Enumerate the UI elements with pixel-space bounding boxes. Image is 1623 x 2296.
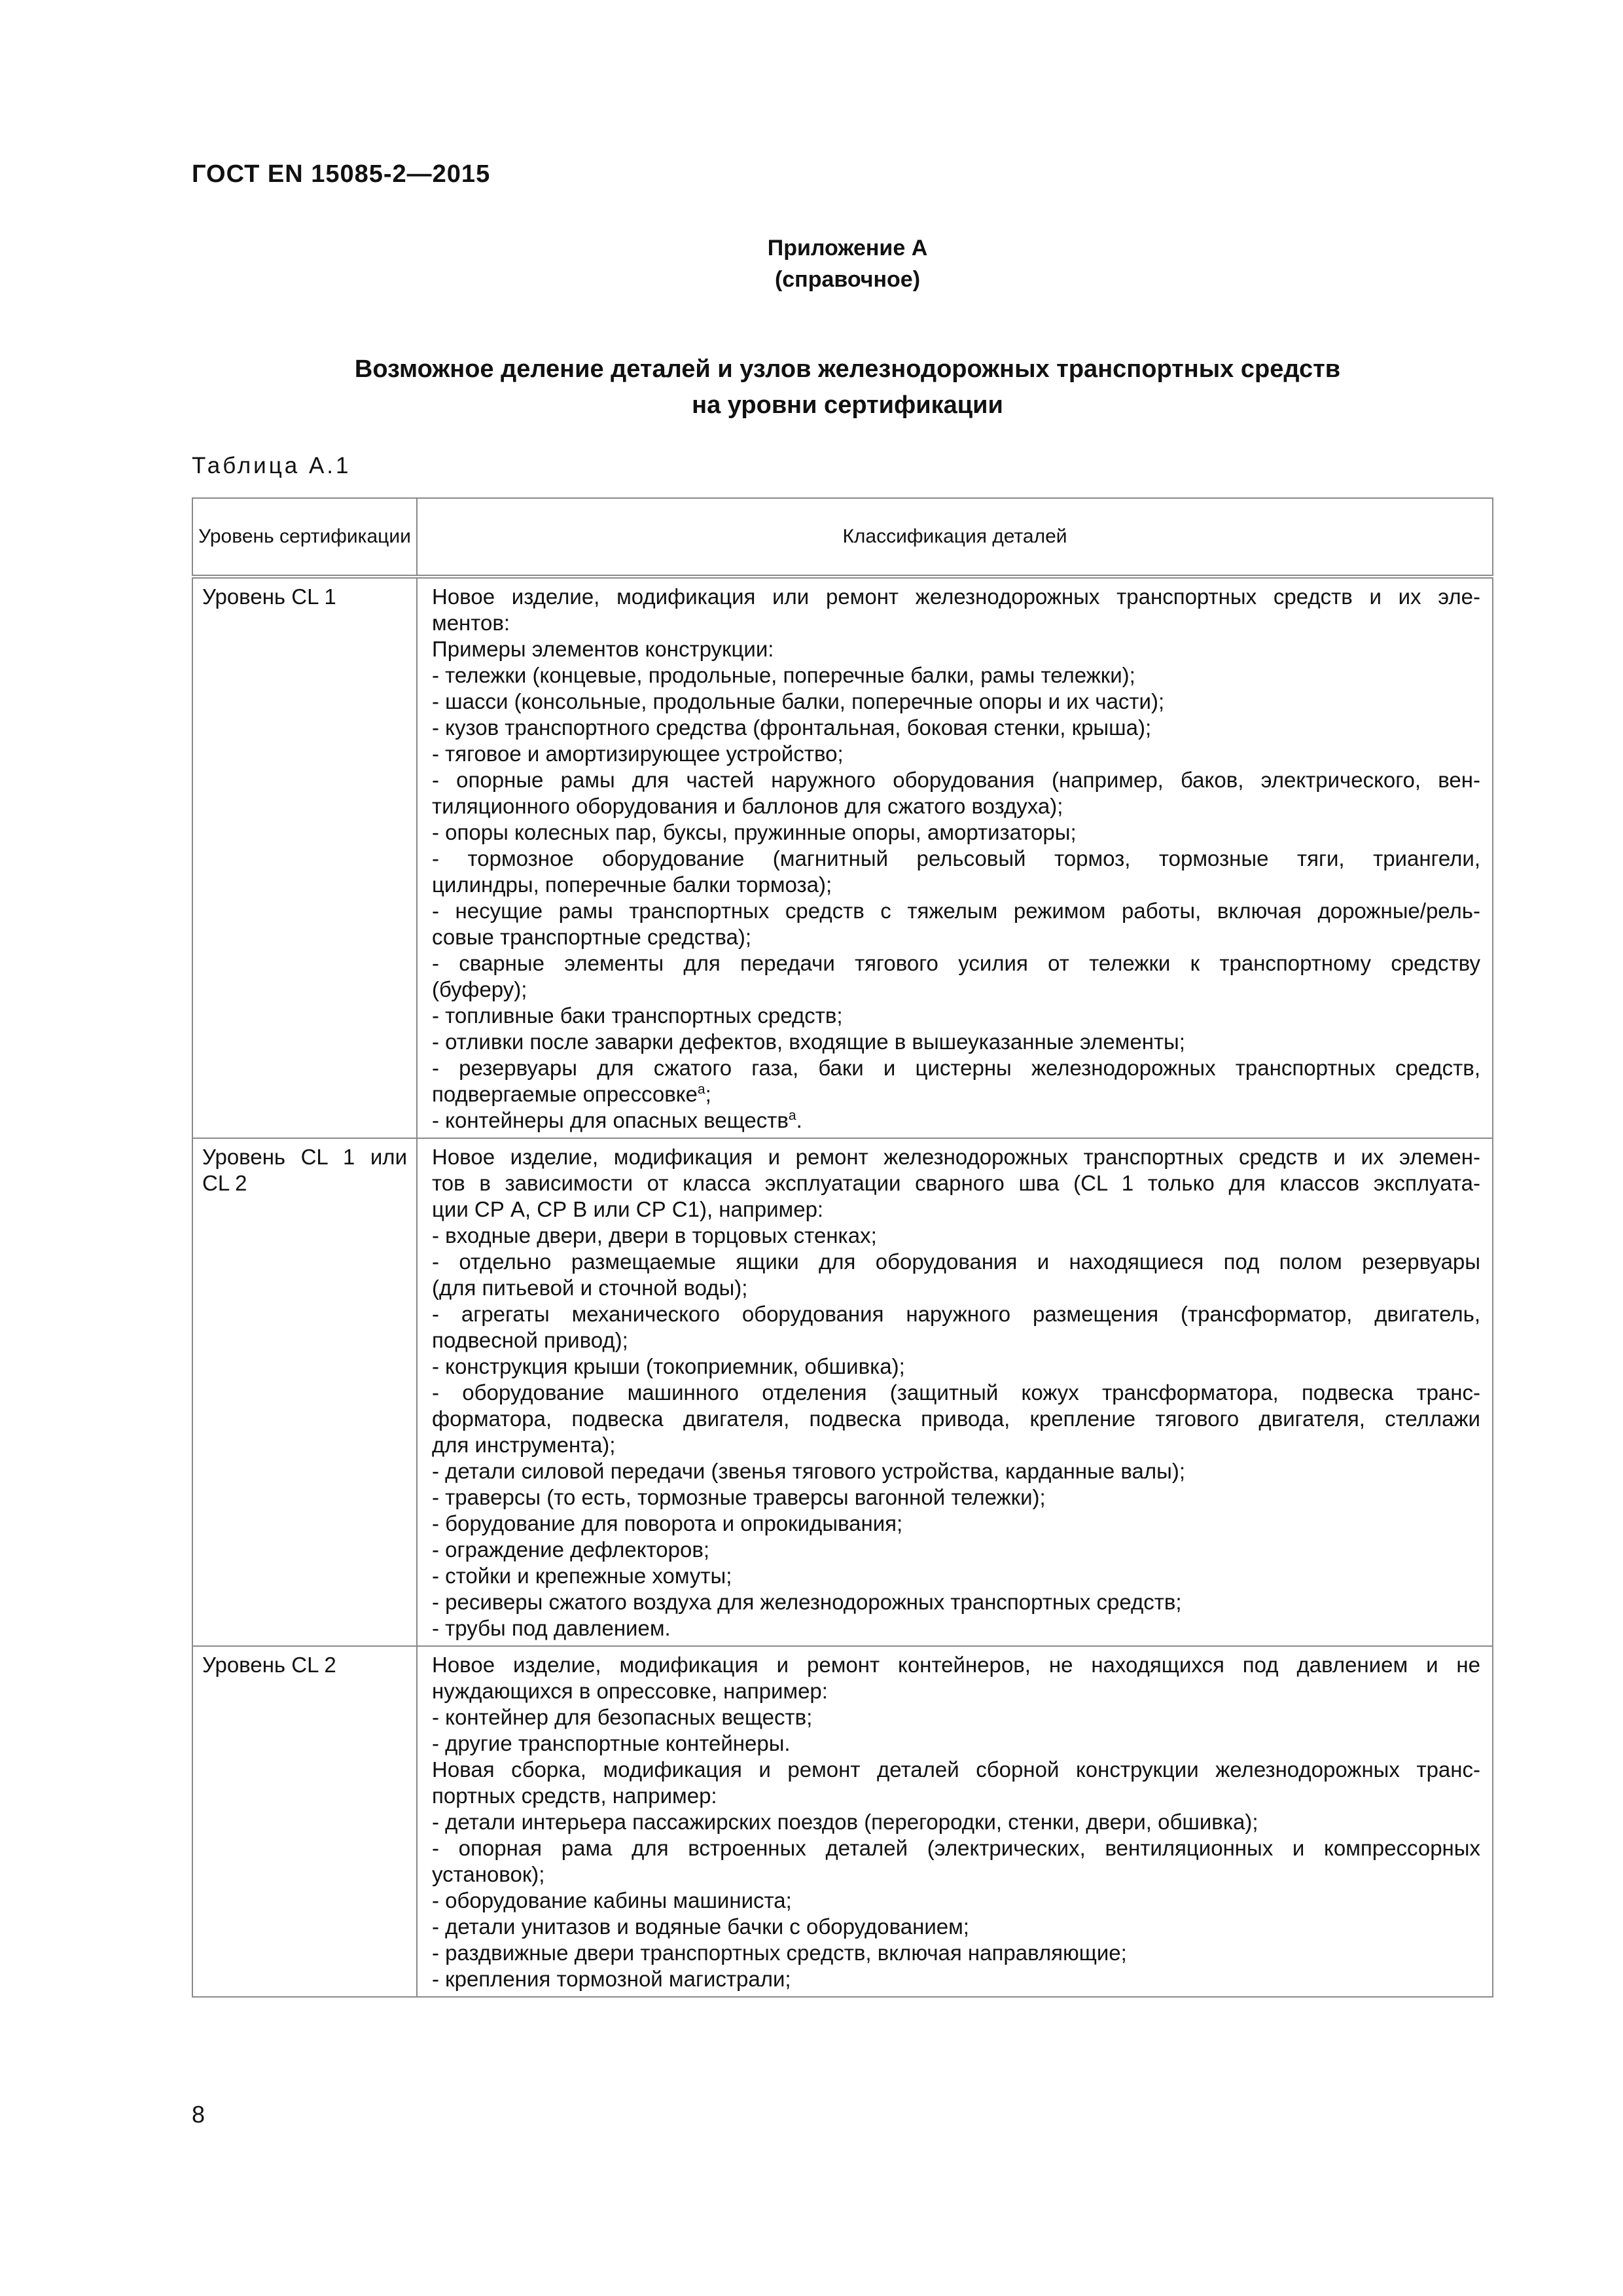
description-line: портных средств, например: — [432, 1784, 717, 1808]
description-line: (буферу); — [432, 977, 527, 1001]
header-level: Уровень сертификации — [192, 498, 417, 577]
document-header: ГОСТ EN 15085-2—2015 — [192, 160, 491, 188]
description-line: - отдельно размещаемые ящики для оборудования и находящиеся под полом резервуары — [432, 1249, 1480, 1274]
description-line: - раздвижные двери транспортных средств, включая направляющие; — [432, 1941, 1127, 1965]
description-line: тиляционного оборудования и баллонов для сжатого воздуха); — [432, 794, 1063, 818]
header-classification: Классификация деталей — [417, 498, 1493, 577]
table-row — [192, 1138, 1493, 1646]
description-line: нуждающихся в опрессовке, например: — [432, 1679, 828, 1703]
description-line: Новое изделие, модификация и ремонт железнодорожных транспортных средств и их элемен- — [432, 1145, 1480, 1169]
description-line: - другие транспортные контейнеры. — [432, 1731, 791, 1755]
description-line: - стойки и крепежные хомуты; — [432, 1564, 732, 1588]
description-line: - опорные рамы для частей наружного оборудования (например, баков, электрического, вен- — [432, 768, 1480, 792]
description-line: - опоры колесных пар, буксы, пружинные опоры, амортизаторы; — [432, 820, 1077, 844]
level-cell: Уровень CL 2 — [192, 1646, 417, 1997]
description-line: (для питьевой и сточной воды); — [432, 1276, 748, 1300]
description-line: Примеры элементов конструкции: — [432, 637, 774, 661]
description-line: - кузов транспортного средства (фронтальная, боковая стенки, крыша); — [432, 715, 1152, 740]
description-line: цилиндры, поперечные балки тормоза); — [432, 872, 832, 897]
footnote-marker: а — [697, 1082, 705, 1097]
description-line: форматора, подвеска двигателя, подвеска привода, крепление тягового двигателя, стеллажи — [432, 1407, 1480, 1431]
description-line: - конструкция крыши (токоприемник, обшивка); — [432, 1354, 905, 1378]
description-line: - топливные баки транспортных средств; — [432, 1003, 843, 1028]
description-line: ции СР А, СР В или СР С1), например: — [432, 1197, 824, 1221]
description-line: - опорная рама для встроенных деталей (электрических, вентиляционных и компрессорных — [432, 1836, 1480, 1860]
description-line: ментов: — [432, 611, 510, 635]
description-line: - оборудование кабины машиниста; — [432, 1888, 792, 1912]
description-line: - тележки (концевые, продольные, поперечные балки, рамы тележки); — [432, 663, 1135, 687]
description-line: - детали интерьера пассажирских поездов (перегородки, стенки, двери, обшивка); — [432, 1810, 1258, 1834]
table-label: Таблица А.1 — [192, 453, 351, 478]
description-line: - оборудование машинного отделения (защитный кожух трансформатора, подвеска транс- — [432, 1380, 1480, 1405]
description-line: для инструмента); — [432, 1433, 616, 1457]
description-line: - траверсы (то есть, тормозные траверсы вагонной тележки); — [432, 1485, 1046, 1509]
level-cell: Уровень CL 1 или CL 2 — [192, 1138, 417, 1646]
description-line: установок); — [432, 1862, 545, 1886]
description-cell — [417, 1138, 1493, 1646]
page-number: 8 — [192, 2101, 205, 2128]
page-title — [0, 351, 1623, 423]
description-line: - агрегаты механического оборудования наружного размещения (трансформатор, двигатель, — [432, 1302, 1480, 1326]
table-row — [192, 1646, 1493, 1997]
description-line: подвесной привод); — [432, 1328, 628, 1352]
description-line: - несущие рамы транспортных средств с тяжелым режимом работы, включая дорожные/рель- — [432, 899, 1480, 923]
level-cell: Уровень CL 1 — [192, 577, 417, 1138]
description-line: - шасси (консольные, продольные балки, поперечные опоры и их части); — [432, 689, 1165, 713]
description-line: - резервуары для сжатого газа, баки и цистерны железнодорожных транспортных средств, — [432, 1056, 1480, 1080]
annex-title: Приложение А — [767, 236, 928, 260]
description-line: - трубы под давлением. — [432, 1616, 671, 1640]
description-line: - борудование для поворота и опрокидывания; — [432, 1511, 903, 1535]
description-line: Новая сборка, модификация и ремонт деталей сборной конструкции железнодорожных транс- — [432, 1757, 1480, 1782]
description-line: подвергаемые опрессовке$^а$; — [432, 1082, 711, 1106]
description-line: - тяговое и амортизирующее устройство; — [432, 742, 844, 766]
description-cell — [417, 1646, 1493, 1997]
description-line: - сварные элементы для передачи тягового усилия от тележки к транспортному средству — [432, 951, 1480, 975]
table-header-row — [192, 498, 1493, 577]
page-title-line-2: на уровни сертификации — [692, 391, 1003, 419]
description-line: - ресиверы сжатого воздуха для железнодорожных транспортных средств; — [432, 1590, 1182, 1614]
footnote-marker: а — [788, 1108, 796, 1123]
certification-levels-table — [192, 497, 1493, 1998]
description-line: - ограждение дефлекторов; — [432, 1537, 710, 1562]
description-line: - контейнеры для опасных веществ$^а$. — [432, 1108, 802, 1132]
description-line: Новое изделие, модификация или ремонт железнодорожных транспортных средств и их эле- — [432, 584, 1480, 609]
description-line: - тормозное оборудование (магнитный рельсовый тормоз, тормозные тяги, триангели, — [432, 846, 1480, 870]
annex-heading — [0, 232, 1623, 295]
description-line: совые транспортные средства); — [432, 925, 751, 949]
description-line: Новое изделие, модификация и ремонт контейнеров, не находящихся под давлением и не — [432, 1653, 1480, 1677]
description-line: - входные двери, двери в торцовых стенках; — [432, 1223, 877, 1247]
description-line: тов в зависимости от класса эксплуатации сварного шва (CL 1 только для классов эксплуата- — [432, 1171, 1480, 1195]
page-title-line-1: Возможное деление деталей и узлов железнодорожных транспортных средств — [354, 355, 1341, 383]
description-cell — [417, 577, 1493, 1138]
description-line: - контейнер для безопасных веществ; — [432, 1705, 813, 1729]
description-line: - отливки после заварки дефектов, входящие в вышеуказанные элементы; — [432, 1030, 1185, 1054]
description-line: - крепления тормозной магистрали; — [432, 1967, 791, 1991]
table-row — [192, 577, 1493, 1138]
description-line: - детали унитазов и водяные бачки с оборудованием; — [432, 1914, 969, 1939]
description-line: - детали силовой передачи (звенья тягового устройства, карданные валы); — [432, 1459, 1186, 1483]
annex-subtitle: (справочное) — [774, 267, 921, 292]
